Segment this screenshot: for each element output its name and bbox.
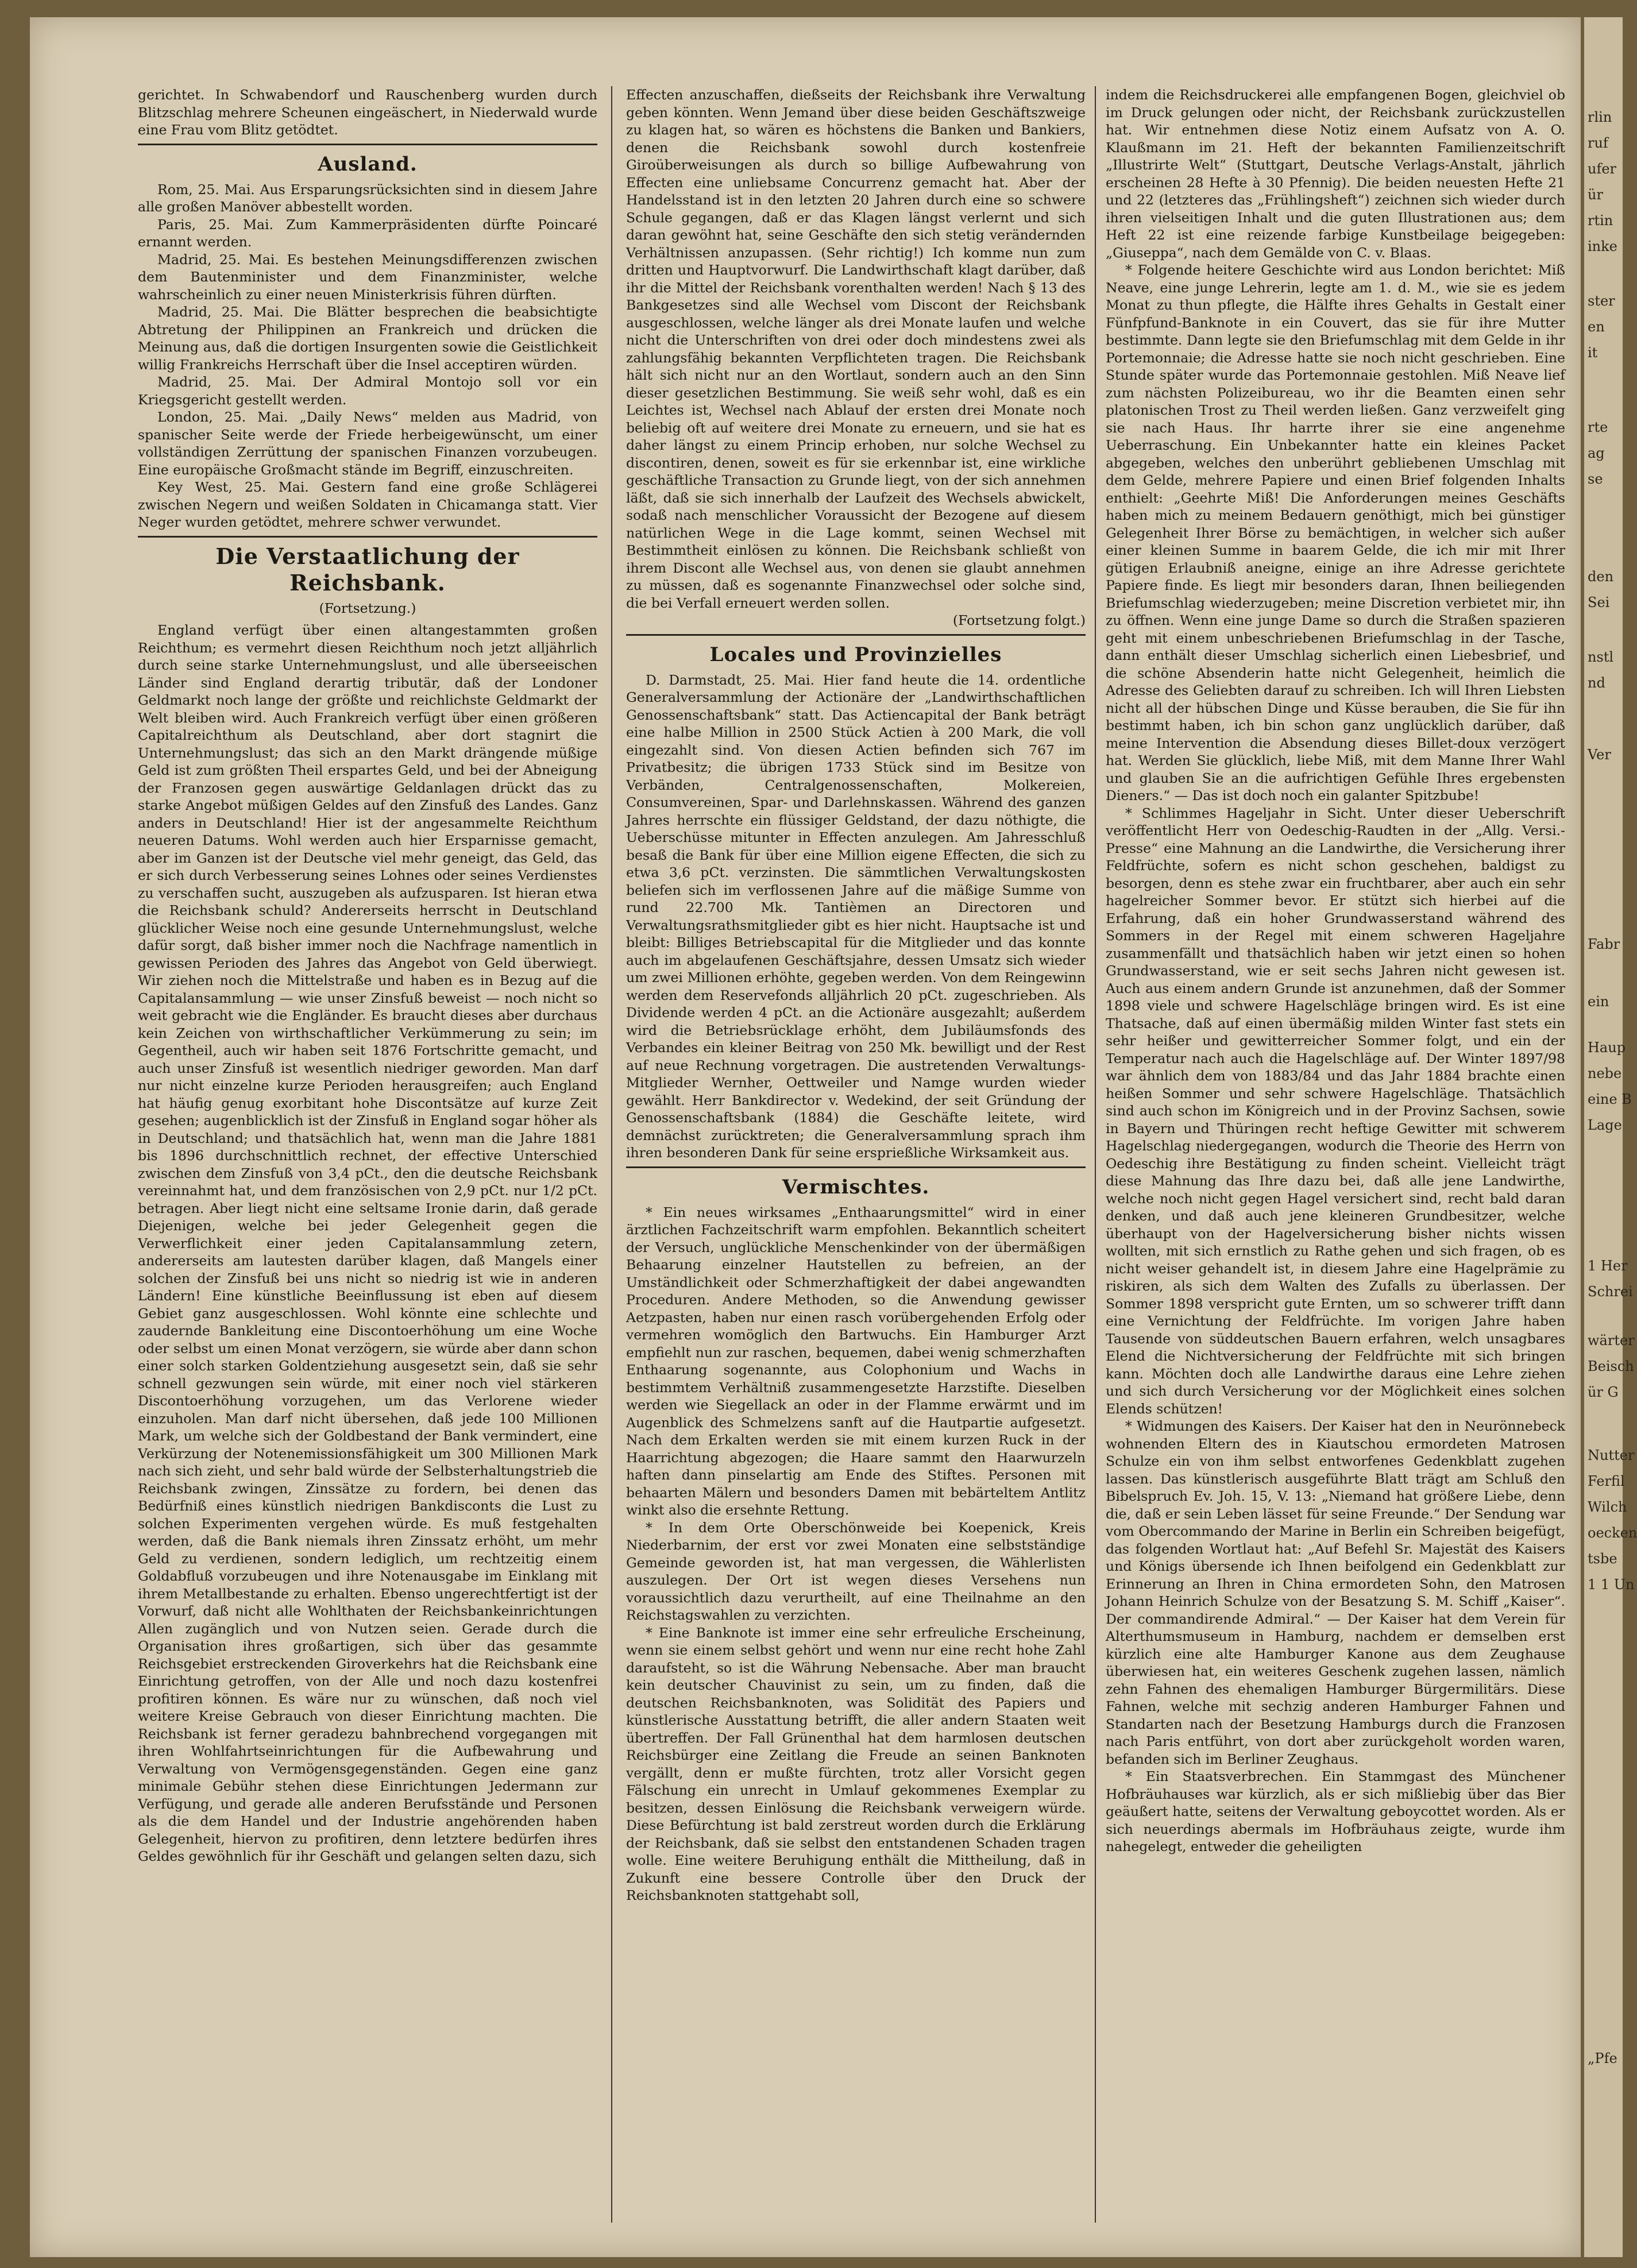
news-item: * Eine Banknote ist immer eine sehr erfreuliche Erscheinung, wenn sie einem selbst gehört und wenn nur eine recht hohe Zahl daraufsteht, so ist die Währung Nebensache. Aber man braucht kein deutscher Chauvinist zu sein, um zu finden, daß die deutschen Reichsbanknoten, was Solidität des Papiers und künstlerische Ausstattung betrifft, die aller andern Staaten weit übertreffen. Der Fall Grünenthal hat dem harmlosen deutschen Reichsbürger eine Zeitlang die Freude an seinen Banknoten vergällt, denn er mußte fürchten, trotz aller Vorsicht gegen Fälschung ein unrecht in Umlauf gekommenes Exemplar zu besitzen, dessen Einlösung die Reichsbank verweigern würde. Diese Befürchtung ist bald zerstreut worden durch die Erklärung der Reichsbank, daß sie selbst den entstandenen Schaden tragen wolle. Eine weitere Beruhigung enthält die Mittheilung, daß in Zukunft eine bessere Controlle über den Druck der Reichsbanknoten stattgehabt soll,	[626, 1624, 1086, 1903]
divider	[138, 536, 597, 538]
fragment: 1 1 Un	[1588, 1577, 1635, 1593]
news-item: indem die Reichsdruckerei alle empfangenen Bogen, gleichviel ob im Druck gelungen oder nicht, der Reichsbank zurückzustellen hat. Wir entnehmen diese Notiz einem Aufsatz von A. O. Klaußmann im 21. Heft der bekannten Familienzeitschrift „Illustrirte Welt“ (Stuttgart, Deutsche Verlags-Anstalt, jährlich erscheinen 28 Hefte à 30 Pfennig). Die beiden neuesten Hefte 21 und 22 (letzteres das „Frühlingsheft“) zeichnen sich wieder durch ihren vielseitigen Inhalt und die guten Illustrationen aus; dem Heft 22 ist eine reizende farbige Kunstbeilage beigegeben: „Giuseppa“, nach dem Gemälde von C. v. Blaas.	[1106, 87, 1565, 261]
fragment: eine B	[1588, 1091, 1632, 1107]
fragment: Beisch	[1588, 1358, 1634, 1374]
news-item: * Folgende heitere Geschichte wird aus London berichtet: Miß Neave, eine junge Lehrerin, legte am 1. d. M., wie sie es jedem Monat zu thun pflegte, die Hälfte ihres Gehalts in Gestalt einer Fünfpfund-Banknote in ein Couvert, das sie für ihre Mutter bestimmte. Dann legte sie den Briefumschlag mit dem Gelde in ihr Portemonnaie; die Adresse hatte sie noch nicht geschrieben. Eine Stunde später wurde das Portemonnaie gestohlen. Miß Neave lief zum nächsten Polizeibureau, wo ihr die Beamten einen sehr platonischen Trost zu Theil werden ließen. Ganz verzweifelt ging sie nach Haus. Ihr harrte ihrer sie eine angenehme Ueberraschung. Ein Unbekannter hatte ein kleines Packet abgegeben, welches den unberührt gebliebenen Umschlag mit dem Gelde, mehrere Papiere und einen Brief folgenden Inhalts enthielt: „Geehrte Miß! Die Anforderungen meines Geschäfts haben mich zu meinem Bedauern genöthigt, mich bei günstiger Gelegenheit Ihrer Börse zu bemächtigen, in welcher sich außer einer kleinen Summe in baarem Gelde, die ich mir mit Ihrer gütigen Erlaubniß aneigne, einige an ihre Adresse gerichtete Papiere finde. Es liegt mir besonders daran, Ihnen beiliegenden Briefumschlag wiederzugeben; meine Discretion verbietet mir, ihn zu öffnen. Wenn eine junge Dame so durch die Straßen spazieren geht mit einem unbeschriebenen Briefumschlag in der Tasche, dann enthält dieser Umschlag sicherlich einen Liebesbrief, und die schöne Absenderin hatte nicht Gelegenheit, heimlich die Adresse des Geliebten darauf zu schreiben. Ich will Ihren Liebsten nicht all der hübschen Dinge und Küsse berauben, die Sie für ihn bestimmt haben, ich bin schon ganz unglücklich darüber, daß meine Intervention die Absendung dieses Billet-doux verzögert hat. Werden Sie glücklich, liebe Miß, mit dem Manne Ihrer Wahl und glauben Sie an die aufrichtigen Gefühle Ihres ergebensten Dieners.“ — Das ist doch noch ein galanter Spitzbube!	[1106, 262, 1565, 803]
fragment: it	[1588, 345, 1598, 361]
subheading: (Fortsetzung.)	[319, 600, 416, 616]
intro-text: gerichtet. In Schwabendorf und Rauschenberg wurden durch Blitzschlag mehrere Scheunen eingeäschert, in Niederwald wurde eine Frau vom Blitz getödtet.	[138, 87, 597, 138]
fragment: ag	[1588, 445, 1605, 461]
adjacent-page-edge	[1584, 17, 1637, 2257]
fragment: Fabr	[1588, 936, 1620, 952]
fragment: nd	[1588, 675, 1605, 691]
divider	[626, 1166, 1086, 1168]
continued-note: (Fortsetzung folgt.)	[952, 612, 1086, 628]
article-text: England verfügt über einen altangestammten großen Reichthum; es vermehrt diesen Reichthum noch jetzt alljährlich durch seine starke Unternehmungslust, und alle überseeischen Länder sind England derartig tributär, daß der Londoner Geldmarkt noch lange der größte und reichlichste Geldmarkt der Welt bleiben wird. Auch Frankreich verfügt über einen größeren Capitalreichthum als Deutschland, aber dort stagnirt die Unternehmungslust; das sich an den Markt drängende müßige Geld ist zum größten Theil erspartes Geld, und bei der Abneigung der Franzosen gegen auswärtige Geldanlagen drückt das zu starke Angebot müßigen Geldes auf den Zinsfuß des Landes. Ganz anders in Deutschland! Hier ist der angesammelte Reichthum neueren Datums. Wohl werden auch hier Ersparnisse gemacht, aber im Ganzen ist der Deutsche viel mehr geneigt, das Geld, das er sich durch Verbesserung seines Lohnes oder seines Verdienstes zu verschaffen sucht, auszugeben als aufzusparen. Ist hieran etwa die Reichsbank schuld? Andererseits herrscht in Deutschland glücklicher Weise noch eine gesunde Unternehmungslust, welche dafür sorgt, daß bisher immer noch die Nachfrage namentlich in gewissen Perioden des Jahres das Angebot von Geld überwiegt. Wir ziehen noch die Mittelstraße und haben es in Bezug auf die Capitalansammlung — wie unser Zinsfuß beweist — noch nicht so weit gebracht wie die Engländer. Es braucht dieses aber durchaus kein Zeichen von wirthschaftlicher Verkümmerung zu sein; im Gegentheil, auch wir haben seit 1876 Fortschritte gemacht, und auch unser Zinsfuß ist wesentlich niedriger geworden. Man darf nur nicht einzelne kurze Perioden herausgreifen; auch England hat häufig genug exorbitant hohe Discontsätze auf kurze Zeit gesehen; augenblicklich ist der Zinsfuß in England sogar höher als in Deutschland; und thatsächlich hat, wenn man die Jahre 1881 bis 1896 durchschnittlich rechnet, der effective Unterschied zwischen dem Zinsfuß von 3,4 pCt., den die deutsche Reichsbank vereinnahmt hat, und dem französischen von 2,9 pCt. nur 1/2 pCt. betragen. Aber liegt nicht eine seltsame Ironie darin, daß gerade Diejenigen, welche bei jeder Gelegenheit gegen die Verwerflichkeit einer jeden Capitalansammlung zetern, andererseits am lautesten darüber klagen, daß Mangels einer solchen der Zinsfuß bei uns nicht so niedrig ist wie in anderen Ländern! Eine künstliche Beeinflussung ist eben auf diesem Gebiet ganz ausgeschlossen. Wohl könnte eine schlechte und zaudernde Bankleitung eine Discontoerhöhung um eine Woche oder selbst um einen Monat verzögern, sie würde aber dann schon einer solch starken Goldentziehung ausgesetzt sein, daß sie sehr schnell gezwungen sein würde, mit einer noch viel stärkeren Discontoerhöhung vorzugehen, um das Verlorene wieder einzuholen. Man darf nicht übersehen, daß jede 100 Millionen Mark, um welche sich der Goldbestand der Bank vermindert, eine Verkürzung der Notenemissionsfähigkeit um 300 Millionen Mark nach sich zieht, und sehr bald würde der Selbsterhaltungstrieb die Reichsbank zwingen, Zinssätze zu fordern, bei denen das Bedürfniß eines künstlich niedrigen Bankdisconts die Lust zu solchen Experimenten vergehen würde. Es muß festgehalten werden, daß die Bank niemals ihren Zinssatz erhöht, um mehr Geld zu verdienen, sondern lediglich, um rechtzeitig einem Goldabfluß vorzubeugen und ihre Notenausgabe im Einklang mit ihrem Metallbestande zu erhalten. Ebenso ungerechtfertigt ist der Vorwurf, daß nicht alle Wohlthaten der Reichsbankeinrichtungen Allen zugänglich und von Nutzen seien. Gerade durch die Organisation ihres großartigen, sich über das gesammte Reichsgebiet erstreckenden Giroverkehrs hat die Reichsbank eine Einrichtung getroffen, von der Alle und noch dazu kostenfrei profitiren können. Es wäre nur zu wünschen, daß noch viel weitere Kreise Gebrauch von dieser Einrichtung machten. Die Reichsbank ist ferner geradezu bahnbrechend vorgegangen mit ihren Wohlfahrtseinrichtungen für die Aufbewahrung und Verwaltung von Vermögensgegenständen. Gegen eine ganz minimale Gebühr stehen diese Einrichtungen Jedermann zur Verfügung, und gerade alle anderen Berufsstände und Personen als die dem Handel und der Industrie angehörenden haben Gelegenheit, hiervon zu profitiren, denn letztere bedürfen ihres Geldes gewöhnlich für ihr Geschäft und gelangen selten dazu, sich	[138, 622, 597, 1864]
fragment: 1 Her	[1588, 1258, 1628, 1274]
fragment: „Pfe	[1588, 2050, 1617, 2066]
fragment: Nutter	[1588, 1447, 1635, 1463]
heading-ausland: Ausland.	[318, 152, 418, 176]
divider	[138, 144, 597, 145]
article-text: Effecten anzuschaffen, dießseits der Reichsbank ihre Verwaltung geben könnten. Wenn Jemand über diese beiden Geschäftszweige zu klagen hat, so wären es höchstens die Banken und Bankiers, denen die Reichsbank sowohl durch kostenfreie Giroüberweisungen als durch so billige Aufbewahrung von Effecten eine unliebsame Concurrenz gemacht hat. Aber der Handelsstand ist in den letzten 20 Jahren durch eine so schwere Schule gegangen, daß er das Klagen längst verlernt und sich daran gewöhnt hat, seine Geschäfte den sich stetig verändernden Verhältnissen anzupassen. (Sehr richtig!) Ich komme nun zum dritten und Hauptvorwurf. Die Landwirthschaft klagt darüber, daß ihr die Mittel der Reichsbank vorenthalten werden! Nach § 13 des Bankgesetzes sind alle Wechsel vom Discont der Reichsbank ausgeschlossen, welche länger als drei Monate laufen und welche nicht die Unterschriften von drei oder doch mindestens zwei als zahlungsfähig bekannten Verpflichteten tragen. Die Reichsbank hält sich nicht nur an den Wortlaut, sondern auch an den Sinn dieser gesetzlichen Bestimmung. Sie weiß sehr wohl, daß es ein Leichtes ist, Wechsel nach Ablauf der ersten drei Monate noch beliebig oft auf weitere drei Monate zu erneuern, und sie hat es daher längst zu einem Princip erhoben, nur solche Wechsel zu discontiren, denen, soweit es für sie erkennbar ist, eine wirkliche geschäftliche Transaction zu Grunde liegt, von der sich annehmen läßt, daß sie sich innerhalb der Laufzeit des Wechsels abwickelt, sodaß nach menschlicher Voraussicht der Bezogene auf diesem natürlichen Wege in die Lage kommt, seinen Wechsel mit Bestimmtheit einlösen zu können. Die Reichsbank schließt von ihrem Discont alle Wechsel aus, von denen sie glaubt annehmen zu müssen, daß es sogenannte Finanzwechsel oder solche sind, die bei Verfall erneuert werden sollen.	[626, 87, 1086, 611]
column-1	[138, 86, 597, 2223]
fragment: Schrei	[1588, 1284, 1633, 1300]
news-item: Rom, 25. Mai. Aus Ersparungsrücksichten sind in diesem Jahre alle großen Manöver abbestellt worden.	[138, 181, 597, 215]
news-item: Madrid, 25. Mai. Die Blätter besprechen die beabsichtigte Abtretung der Philippinen an Frankreich und drücken die Meinung aus, daß die dortigen Insurgenten sowie die Geistlichkeit willig Frankreichs Herrschaft über die Insel acceptiren würden.	[138, 304, 597, 373]
fragment: ruf	[1588, 135, 1608, 151]
news-item: Key West, 25. Mai. Gestern fand eine große Schlägerei zwischen Negern und weißen Soldaten in Chicamanga statt. Vier Neger wurden getödtet, mehrere schwer verwundet.	[138, 479, 597, 530]
fragment: oecken	[1588, 1525, 1637, 1541]
fragment: tsbe	[1588, 1551, 1617, 1567]
fragment: wärter	[1588, 1332, 1635, 1349]
fragment: Wilch	[1588, 1499, 1627, 1515]
fragment: ür G	[1588, 1384, 1619, 1400]
column-rule	[1095, 86, 1096, 2223]
fragment: Haup	[1588, 1040, 1626, 1056]
divider	[626, 634, 1086, 636]
news-item: Madrid, 25. Mai. Es bestehen Meinungsdifferenzen zwischen dem Bautenminister und dem Finanzminister, welche wahrscheinlich zu einer neuen Ministerkrisis führen dürften.	[138, 251, 597, 303]
news-item: * Schlimmes Hageljahr in Sicht. Unter dieser Ueberschrift veröffentlicht Herr von Oedeschig-Raudten in der „Allg. Versi.-Presse“ eine Mahnung an die Landwirthe, die Versicherung ihrer Feldfrüchte, sofern es nicht schon geschehen, baldigst zu besorgen, denn es stehe zwar ein fruchtbarer, aber auch ein sehr hagelreicher Sommer bevor. Er stützt sich hierbei auf die Erfahrung, daß ein hoher Grundwasserstand während des Sommers in der Regel mit einem schweren Hageljahre zusammenfällt und thatsächlich haben wir jetzt einen so hohen Grundwasserstand, wie er seit sechs Jahren nicht gewesen ist. Auch aus einem andern Grunde ist anzunehmen, daß der Sommer 1898 viele und schwere Hagelschläge bringen wird. Es ist eine Thatsache, daß auf einen übermäßig milden Winter fast stets ein sehr heißer und gewitterreicher Sommer folgt, und ein der Temperatur nach auch die Hagelschläge auf. Der Winter 1897/98 war ähnlich dem von 1883/84 und das Jahr 1884 brachte einen heißen Sommer und sehr schwere Hagelschläge. Thatsächlich sind auch schon im Königreich und in der Provinz Sachsen, sowie in Bayern und Thüringen recht heftige Gewitter mit schwerem Hagelschlag niedergegangen, wodurch die Theorie des Herrn von Oedeschig ihre Bestätigung zu finden scheint. Vielleicht trägt diese Mahnung das Ihre dazu bei, daß alle jene Landwirthe, welche noch nicht gegen Hagel versichert sind, recht bald daran denken, und daß auch jene kleineren Grundbesitzer, welche überhaupt von der Hagelversicherung bisher nichts wissen wollten, mit sich ernstlich zu Rathe gehen und sich fragen, ob es nicht weiser gehandelt ist, in diesem Jahre eine Hagelprämie zu riskiren, als sich dem Walten des Zufalls zu überlassen. Der Sommer 1898 verspricht gute Ernten, um so schwerer trifft dann eine Vernichtung der Feldfrüchte. Im vorigen Jahre haben Tausende von süddeutschen Bauern erfahren, welch unsagbares Elend die Nichtversicherung der Feldfrüchte mit sich bringen kann. Möchten doch alle Landwirthe daraus eine Lehre ziehen und sich durch Versicherung vor der Möglichkeit eines solchen Elends schützen!	[1106, 805, 1565, 1417]
column-rule	[611, 86, 612, 2223]
fragment: Sei	[1588, 594, 1610, 611]
news-item: * Ein Staatsverbrechen. Ein Stammgast des Münchener Hofbräuhauses war kürzlich, als er sich mißliebig über das Bier geäußert hatte, seitens der Verwaltung geboycottet worden. Als er sich neuerdings abermals im Hofbräuhaus zeigte, wurde ihm nahegelegt, entweder die geheiligten	[1106, 1768, 1565, 1854]
news-item: * Ein neues wirksames „Enthaarungsmittel“ wird in einer ärztlichen Fachzeitschrift warm empfohlen. Bekanntlich scheitert der Versuch, unglückliche Menschenkinder von der übermäßigen Behaarung einzelner Hautstellen zu befreien, an der Umständlichkeit oder Schmerzhaftigkeit der dabei angewandten Proceduren. Andere Methoden, so die Anwendung gewisser Aetzpasten, haben nur einen rasch vorübergehenden Erfolg oder vermehren womöglich den Bartwuchs. Ein Hamburger Arzt empfiehlt nun zur raschen, bequemen, dabei wenig schmerzhaften Enthaarung sogenannte, aus Colophonium und Wachs in bestimmtem Verhältniß zusammengesetzte Harzstifte. Dieselben werden wie Siegellack an oder in der Flamme erwärmt und im Augenblick des Schmelzens sanft auf die Hautpartie aufgesetzt. Nach dem Erkalten werden sie mit einem kurzen Ruck in der Haarrichtung abgezogen; die Haare sammt den Haarwurzeln haften dann pinselartig am Ende des Stiftes. Personen mit behaarten Mälern und besonders Damen mit bebärteltem Antlitz winkt also die ersehnte Rettung.	[626, 1204, 1086, 1518]
fragment: nebe	[1588, 1065, 1622, 1081]
fragment: ein	[1588, 994, 1609, 1010]
heading-reichsbank: Die Verstaatlichung der Reichsbank.	[215, 543, 520, 596]
heading-locales: Locales und Provinzielles	[709, 643, 1002, 666]
fragment: Ferfil	[1588, 1473, 1625, 1489]
fragment: rte	[1588, 419, 1608, 435]
fragment: se	[1588, 471, 1603, 487]
news-item: Madrid, 25. Mai. Der Admiral Montojo soll vor ein Kriegsgericht gestellt werden.	[138, 374, 597, 408]
news-item: London, 25. Mai. „Daily News“ melden aus Madrid, von spanischer Seite werde der Friede herbeigewünscht, um einer vollständigen Zerrüttung der spanischen Finanzen vorzubeugen. Eine europäische Großmacht stände im Begriff, einzuschreiten.	[138, 409, 597, 478]
column-3	[1106, 86, 1565, 2223]
fragment: ster	[1588, 293, 1615, 309]
fragment: ufer	[1588, 161, 1617, 177]
fragment: en	[1588, 319, 1605, 335]
fragment: inke	[1588, 238, 1617, 254]
heading-vermischtes: Vermischtes.	[782, 1175, 930, 1199]
fragment: Ver	[1588, 747, 1611, 763]
news-item: * Widmungen des Kaisers. Der Kaiser hat den in Neurönnebeck wohnenden Eltern des in Kiautschou ermordeten Matrosen Schulze ein von ihm selbst entworfenes Gedenkblatt zugehen lassen. Das künstlerisch ausgeführte Blatt trägt am Schluß den Bibelspruch Ev. Joh. 15, V. 13: „Niemand hat größere Liebe, denn die, daß er sein Leben lässet für seine Freunde.“ Der Sendung war vom Obercommando der Marine in Berlin ein Schreiben beigefügt, das folgenden Wortlaut hat: „Auf Befehl Sr. Majestät des Kaisers und Königs übersende ich Ihnen beifolgend ein Gedenkblatt zur Erinnerung an Ihren in China ermordeten Sohn, den Matrosen Johann Heinrich Schulze von der Besatzung S. M. Schiff „Kaiser“. Der commandirende Admiral.“ — Der Kaiser hat dem Verein für Alterthumsmuseum in Hamburg, nachdem er demselben erst kürzlich eine alte Hamburger Kanone aus dem Zeughause überwiesen hat, ein weiteres Geschenk zugehen lassen, nämlich zehn Fahnen des ehemaligen Hamburger Bürgermilitärs. Diese Fahnen, welche mit sechzig anderen Hamburger Fahnen und Standarten nach der Besetzung Hamburgs durch die Franzosen nach Paris entführt, von dort aber zurückgeholt worden waren, befanden sich im Berliner Zeughaus.	[1106, 1418, 1565, 1767]
news-item: Paris, 25. Mai. Zum Kammerpräsidenten dürfte Poincaré ernannt werden.	[138, 216, 597, 250]
news-item: * In dem Orte Oberschönweide bei Koepenick, Kreis Niederbarnim, der erst vor zwei Monaten eine selbstständige Gemeinde geworden ist, hat man vergessen, die Wählerlisten auszulegen. Der Ort ist wegen dieses Versehens nun voraussichtlich dazu verurtheilt, auf eine Theilnahme an den Reichstagswahlen zu verzichten.	[626, 1519, 1086, 1623]
fragment: rlin	[1588, 109, 1612, 125]
fragment: nstl	[1588, 649, 1614, 665]
column-2	[626, 86, 1086, 2223]
fragment: rtin	[1588, 212, 1613, 229]
fragment: den	[1588, 569, 1614, 585]
article-text: D. Darmstadt, 25. Mai. Hier fand heute die 14. ordentliche Generalversammlung der Actionäre der „Landwirthschaftlichen Genossenschaftsbank“ statt. Das Actiencapital der Bank beträgt eine halbe Million in 2500 Stück Actien à 200 Mark, die voll eingezahlt sind. Von diesen Actien befinden sich 767 im Privatbesitz; die übrigen 1733 Stück sind im Besitze von Verbänden, Centralgenossenschaften, Molkereien, Consumvereinen, Spar- und Darlehnskassen. Während des ganzen Jahres herrschte ein flüssiger Geldstand, der dazu nöthigte, die Ueberschüsse mitunter in Effecten anzulegen. Am Jahresschluß besaß die Bank für über eine Million eigene Effecten, die sich zu etwa 3,6 pCt. verzinsten. Die sämmtlichen Verwaltungskosten beliefen sich im verflossenen Jahre auf die mäßige Summe von rund 22.700 Mk. Tantièmen an Directoren und Verwaltungsrathsmitglieder gibt es hier nicht. Hauptsache ist und bleibt: Billiges Betriebscapital für die Mitglieder und das konnte auch im abgelaufenen Geschäftsjahre, dessen Umsatz sich wieder um zwei Millionen erhöhte, gegeben werden. Von dem Reingewinn werden dem Reservefonds alljährlich 20 pCt. zugeschrieben. Als Dividende werden 4 pCt. an die Actionäre ausgezahlt; außerdem wird die Betriebsrücklage erhöht, dem Jubiläumsfonds des Verbandes ein kleiner Beitrag von 250 Mk. bewilligt und der Rest auf neue Rechnung vorgetragen. Die austretenden Verwaltungs-Mitglieder Wernher, Oettweiler und Namge wurden wieder gewählt. Herr Bankdirector v. Wedekind, der seit Gründung der Genossenschaftsbank (1884) die Geschäfte leitete, wird demnächst zurücktreten; die Generalversammlung sprach ihm ihren besonderen Dank für seine ersprießliche Wirksamkeit aus.	[626, 671, 1086, 1161]
fragment: Lage	[1588, 1117, 1622, 1133]
fragment: ür	[1588, 187, 1603, 203]
